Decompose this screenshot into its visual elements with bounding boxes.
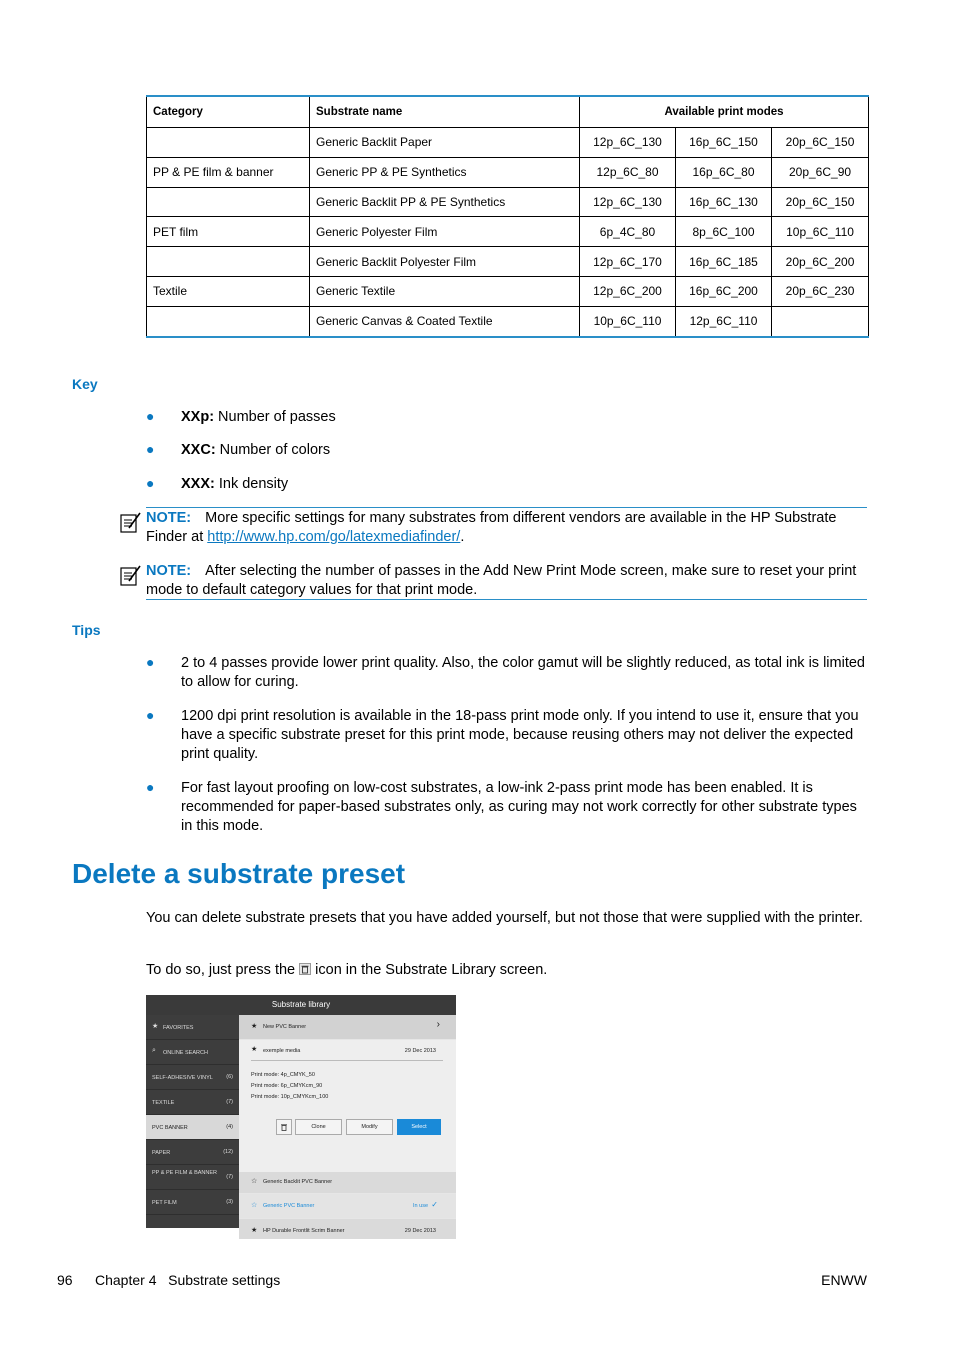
cell-category: [147, 247, 310, 277]
list-item[interactable]: ☆ Generic Backlit PVC Banner: [239, 1172, 456, 1193]
cell-mode: 20p_6C_230: [772, 276, 869, 306]
latexmediafinder-link[interactable]: http://www.hp.com/go/latexmediafinder/: [207, 529, 461, 545]
sidebar-item[interactable]: PP & PE FILM & BANNER (7): [146, 1165, 239, 1190]
bullet-icon: ●: [146, 475, 155, 491]
delete-button[interactable]: [276, 1119, 292, 1135]
divider: [146, 507, 867, 508]
cell-mode: 20p_6C_150: [772, 187, 869, 217]
sidebar: [146, 1015, 239, 1228]
paragraph: You can delete substrate presets that you have added yourself, but not those that were supplied with the printer.: [146, 910, 863, 926]
bullet-icon: ●: [146, 408, 155, 424]
star-outline-icon: ☆: [251, 1178, 258, 1185]
chevron-right-icon: ›: [436, 1019, 440, 1030]
cell-category: PP & PE film & banner: [147, 157, 310, 187]
cell-substrate-name: Generic Polyester Film: [310, 217, 580, 247]
cell-mode: 12p_6C_110: [676, 306, 772, 336]
cell-substrate-name: Generic Backlit Polyester Film: [310, 247, 580, 277]
cell-mode: 12p_6C_200: [580, 276, 676, 306]
cell-substrate-name: Generic PP & PE Synthetics: [310, 157, 580, 187]
table-header-row: [147, 96, 869, 128]
cell-substrate-name: Generic Backlit Paper: [310, 128, 580, 158]
cell-mode: 12p_6C_170: [580, 247, 676, 277]
cell-category: [147, 128, 310, 158]
trash-icon: [299, 963, 311, 975]
sidebar-item[interactable]: TEXTILE (7): [146, 1090, 239, 1115]
sidebar-item[interactable]: PAPER (12): [146, 1140, 239, 1165]
clone-button[interactable]: Clone: [295, 1119, 342, 1135]
list-item[interactable]: ★ HP Durable Frontlit Scrim Banner 29 Dec 2013: [239, 1219, 456, 1239]
table-row: [147, 247, 869, 277]
cell-mode: 10p_6C_110: [580, 306, 676, 336]
trash-icon: [280, 1123, 288, 1131]
header-substrate-name: Substrate name: [310, 96, 580, 128]
bullet-icon: ●: [146, 441, 155, 457]
screen-title: Substrate library: [146, 995, 456, 1015]
note-icon: [120, 564, 142, 586]
selected-media-panel: ★ exemple media 29 Dec 2013 Print mode: 4p_CMYK_50 Print mode: 6p_CMYKcm_90 Print mode: 10p_CMYKcm_100 Clone Modify Select: [239, 1040, 456, 1172]
header-category: Category: [147, 96, 310, 128]
select-button[interactable]: Select: [397, 1119, 441, 1135]
note-icon: [120, 511, 142, 533]
tips-heading: Tips: [72, 622, 101, 638]
cell-mode: 10p_6C_110: [772, 217, 869, 247]
sidebar-item[interactable]: PVC BANNER (4): [146, 1115, 239, 1140]
cell-mode: 12p_6C_130: [580, 128, 676, 158]
table-row: [147, 276, 869, 306]
page-number: 96: [57, 1272, 73, 1288]
cell-category: [147, 187, 310, 217]
section-title: Delete a substrate preset: [72, 858, 406, 889]
table-row: [147, 217, 869, 247]
cell-mode: 20p_6C_90: [772, 157, 869, 187]
footer-right: ENWW: [821, 1272, 867, 1288]
cell-substrate-name: Generic Textile: [310, 276, 580, 306]
sidebar-item[interactable]: ⌕ ONLINE SEARCH: [146, 1040, 239, 1065]
bullet-icon: ●: [146, 654, 155, 670]
main-panel: [239, 1015, 456, 1234]
sidebar-item[interactable]: SELF-ADHESIVE VINYL (6): [146, 1065, 239, 1090]
bullet-icon: ●: [146, 707, 155, 723]
print-modes-table: [146, 95, 869, 338]
note-1: NOTE: More specific settings for many substrates from different vendors are available in the HP Substrate Finder at http://www.hp.com/go/latexmediafinder/.: [146, 509, 867, 547]
cell-mode: 8p_6C_100: [676, 217, 772, 247]
bullet-icon: ●: [146, 779, 155, 795]
star-icon: ★: [251, 1227, 258, 1234]
cell-mode: 16p_6C_150: [676, 128, 772, 158]
divider: [146, 599, 867, 600]
key-heading: Key: [72, 376, 98, 392]
cell-mode: 6p_4C_80: [580, 217, 676, 247]
cell-substrate-name: Generic Backlit PP & PE Synthetics: [310, 187, 580, 217]
sidebar-item[interactable]: PET FILM (3): [146, 1190, 239, 1215]
search-icon: ⌕: [152, 1047, 156, 1054]
header-print-modes: Available print modes: [580, 96, 869, 128]
modify-button[interactable]: Modify: [346, 1119, 393, 1135]
table-row: [147, 157, 869, 187]
check-icon: ✓: [431, 1200, 438, 1209]
table-row: [147, 187, 869, 217]
cell-category: Textile: [147, 276, 310, 306]
cell-substrate-name: Generic Canvas & Coated Textile: [310, 306, 580, 336]
star-icon: ★: [251, 1046, 258, 1053]
cell-mode: 12p_6C_130: [580, 187, 676, 217]
table-row: [147, 128, 869, 158]
star-icon: ★: [152, 1023, 159, 1030]
note-2: NOTE: After selecting the number of passes in the Add New Print Mode screen, make sure to reset your print mode to default category values for that print mode.: [146, 562, 867, 600]
cell-mode: 20p_6C_200: [772, 247, 869, 277]
star-icon: ★: [251, 1023, 258, 1030]
new-item-row[interactable]: ★ New PVC Banner ›: [239, 1015, 456, 1039]
cell-category: PET film: [147, 217, 310, 247]
paragraph: To do so, just press the icon in the Substrate Library screen.: [146, 962, 548, 978]
cell-mode: 16p_6C_130: [676, 187, 772, 217]
cell-category: [147, 306, 310, 336]
chapter-label: Chapter 4 Substrate settings: [95, 1272, 281, 1288]
cell-mode: 12p_6C_80: [580, 157, 676, 187]
substrate-library-screenshot: [146, 995, 456, 1234]
list-item[interactable]: ☆ Generic PVC Banner In use ✓: [239, 1194, 456, 1218]
cell-mode: 16p_6C_80: [676, 157, 772, 187]
cell-mode: 20p_6C_150: [772, 128, 869, 158]
table-row: [147, 306, 869, 336]
cell-mode: [772, 306, 869, 336]
cell-mode: 16p_6C_185: [676, 247, 772, 277]
star-outline-icon: ☆: [251, 1202, 258, 1209]
cell-mode: 16p_6C_200: [676, 276, 772, 306]
sidebar-item[interactable]: ★ FAVORITES: [146, 1015, 239, 1040]
